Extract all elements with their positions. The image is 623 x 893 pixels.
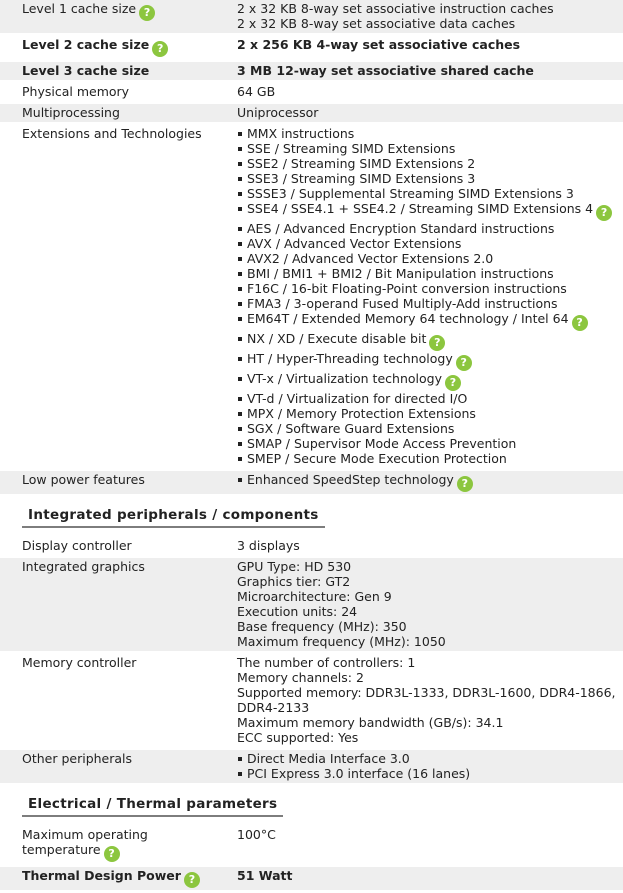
row-value: 100°C [237, 827, 276, 842]
row-label: Level 1 cache size ? [0, 0, 229, 33]
row-value [229, 471, 623, 494]
list-item: EM64T / Extended Memory 64 technology / Intel 64 ? [247, 311, 619, 331]
help-icon[interactable]: ? [572, 315, 588, 331]
help-icon[interactable]: ? [596, 205, 612, 221]
list-item: VT-x / Virtualization technology ? [247, 371, 619, 391]
help-icon[interactable]: ? [457, 476, 473, 492]
row-value: 3 displays [237, 538, 300, 553]
list-item: VT-d / Virtualization for directed I/O [247, 391, 619, 406]
list-item: AVX2 / Advanced Vector Extensions 2.0 [247, 251, 619, 266]
value-line: The number of controllers: 1 [237, 655, 416, 670]
help-icon[interactable]: ? [104, 846, 120, 862]
list-item: SSE4 / SSE4.1 + SSE4.2 / Streaming SIMD Extensions 4 ? [247, 201, 619, 221]
value-line: Memory channels: 2 [237, 670, 364, 685]
value-line: Execution units: 24 [237, 604, 358, 619]
row-extensions [0, 125, 623, 468]
row-value [229, 558, 623, 651]
row-label: Display controller [22, 538, 132, 553]
row-value: Uniprocessor [229, 104, 623, 122]
list-item: SSSE3 / Supplemental Streaming SIMD Extensions 3 [247, 186, 619, 201]
row-memory-controller [0, 654, 623, 747]
row-label: Level 2 cache size ? [0, 36, 229, 59]
peripherals-list [237, 751, 619, 781]
list-item: HT / Hyper-Threading technology ? [247, 351, 619, 371]
value-line: GPU Type: HD 530 [237, 559, 352, 574]
row-value: 64 GB [237, 84, 276, 99]
row-physical-memory [0, 83, 623, 101]
row-label: Other peripherals [0, 750, 229, 783]
value-line: 2 x 32 KB 8-way set associative data caches [237, 16, 516, 31]
row-value: 51 Watt [229, 867, 623, 890]
help-icon[interactable]: ? [184, 872, 200, 888]
extensions-list [237, 126, 619, 466]
value-line: Base frequency (MHz): 350 [237, 619, 407, 634]
list-item: Direct Media Interface 3.0 [247, 751, 619, 766]
value-line: Supported memory: DDR3L-1333, DDR3L-1600, DDR4-1866, DDR4-2133 [237, 685, 616, 715]
list-item: MMX instructions [247, 126, 619, 141]
help-icon[interactable]: ? [152, 41, 168, 57]
row-max-temperature [0, 826, 623, 864]
row-low-power [0, 471, 623, 494]
row-label: Level 3 cache size [0, 62, 229, 80]
list-item: F16C / 16-bit Floating-Point conversion instructions [247, 281, 619, 296]
row-tdp [0, 867, 623, 890]
help-icon[interactable]: ? [139, 5, 155, 21]
row-integrated-graphics [0, 558, 623, 651]
list-item: SSE3 / Streaming SIMD Extensions 3 [247, 171, 619, 186]
row-label: Integrated graphics [0, 558, 229, 651]
help-icon[interactable]: ? [456, 355, 472, 371]
row-label: Physical memory [22, 84, 130, 99]
value-line: 2 x 32 KB 8-way set associative instruction caches [237, 1, 554, 16]
cpu-spec-table-2 [0, 534, 623, 786]
list-item: PCI Express 3.0 interface (16 lanes) [247, 766, 619, 781]
value-line: Maximum frequency (MHz): 1050 [237, 634, 446, 649]
row-l3-cache [0, 62, 623, 80]
row-other-peripherals [0, 750, 623, 783]
list-item: SMAP / Supervisor Mode Access Prevention [247, 436, 619, 451]
row-value [229, 750, 623, 783]
list-item: SMEP / Secure Mode Execution Protection [247, 451, 619, 466]
value-line: Microarchitecture: Gen 9 [237, 589, 392, 604]
row-value [229, 0, 623, 33]
list-item: SSE / Streaming SIMD Extensions [247, 141, 619, 156]
list-item: MPX / Memory Protection Extensions [247, 406, 619, 421]
section-header-electrical: Electrical / Thermal parameters [0, 786, 623, 823]
value-line: Graphics tier: GT2 [237, 574, 351, 589]
row-label: Memory controller [22, 655, 137, 670]
list-item: Enhanced SpeedStep technology ? [247, 472, 619, 492]
value-line: Maximum memory bandwidth (GB/s): 34.1 [237, 715, 504, 730]
row-value [229, 654, 623, 747]
list-item: FMA3 / 3-operand Fused Multiply-Add instructions [247, 296, 619, 311]
row-label: Maximum operating temperature ? [22, 827, 148, 860]
row-label: Extensions and Technologies [22, 126, 202, 141]
low-power-list [237, 472, 619, 492]
list-item: AES / Advanced Encryption Standard instructions [247, 221, 619, 236]
list-item: AVX / Advanced Vector Extensions [247, 236, 619, 251]
row-label: Thermal Design Power ? [0, 867, 229, 890]
section-header-integrated: Integrated peripherals / components [0, 497, 623, 534]
cpu-spec-table-3 [0, 823, 623, 893]
help-icon[interactable]: ? [429, 335, 445, 351]
row-l2-cache [0, 36, 623, 59]
row-label: Multiprocessing [0, 104, 229, 122]
row-l1-cache [0, 0, 623, 33]
value-line: ECC supported: Yes [237, 730, 359, 745]
row-value: 3 MB 12-way set associative shared cache [229, 62, 623, 80]
row-display-controller [0, 537, 623, 555]
row-multiprocessing [0, 104, 623, 122]
row-value [229, 125, 623, 468]
list-item: NX / XD / Execute disable bit ? [247, 331, 619, 351]
row-label: Low power features [0, 471, 229, 494]
help-icon[interactable]: ? [445, 375, 461, 391]
list-item: SGX / Software Guard Extensions [247, 421, 619, 436]
list-item: BMI / BMI1 + BMI2 / Bit Manipulation instructions [247, 266, 619, 281]
list-item: SSE2 / Streaming SIMD Extensions 2 [247, 156, 619, 171]
row-value: 2 x 256 KB 4-way set associative caches [237, 37, 521, 52]
